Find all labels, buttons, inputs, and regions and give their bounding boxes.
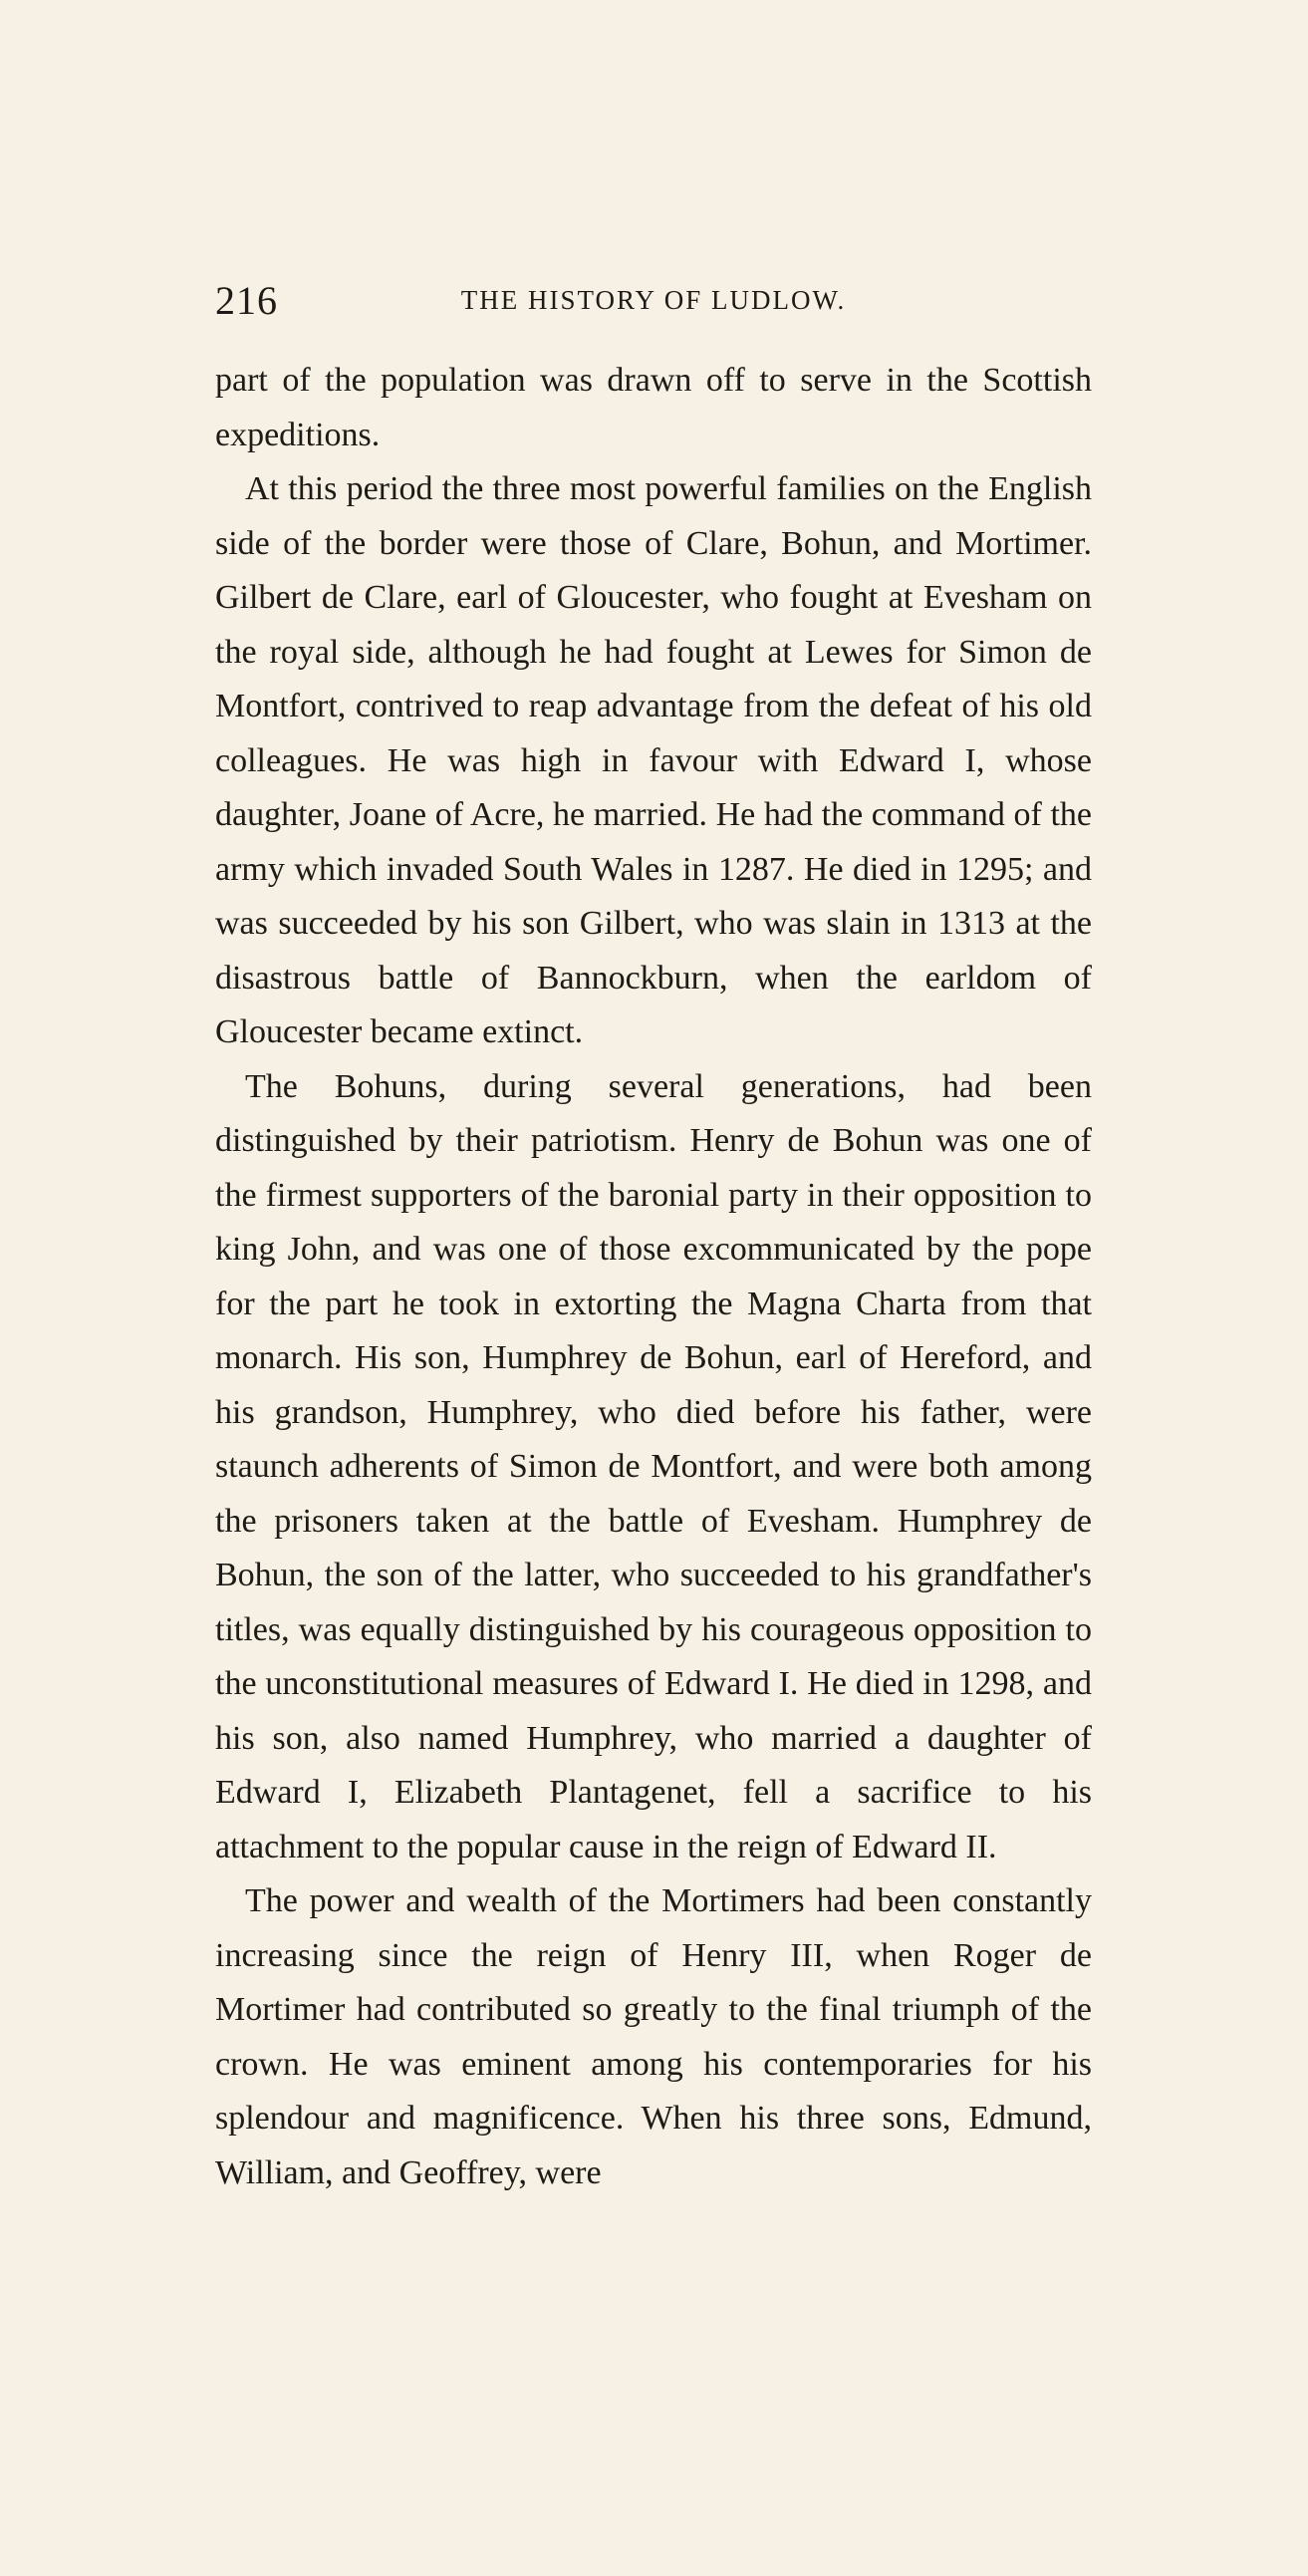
paragraph: part of the population was drawn off to serve in the Scottish expeditions. <box>215 362 1092 453</box>
running-head <box>215 277 1092 327</box>
running-title: THE HISTORY OF LUDLOW. <box>460 285 847 315</box>
page-number: 216 <box>215 278 278 323</box>
body-text <box>215 354 1092 2200</box>
paragraph: At this period the three most powerful families on the English side of the border were those of Clare, Bohun, and Mortimer. Gilbert de Clare, earl of Gloucester, who fought at Evesham on the royal side, although he had fought at Lewes for Simon de Montfort, contrived to reap advantage from the defeat of his old colleagues. He was high in favour with Edward I, whose daughter, Joane of Acre, he married. He had the command of the army which invaded South Wales in 1287. He died in 1295; and was succeeded by his son Gilbert, who was slain in 1313 at the disastrous battle of Bannockburn, when the earldom of Gloucester became extinct. <box>215 470 1092 1050</box>
paragraph: The Bohuns, during several generations, had been distinguished by their patriotism. Henry de Bohun was one of the firmest supporters of the baronial party in their opposition to king John, and was one of those excommunicated by the pope for the part he took in extorting the Magna Charta from that monarch. His son, Humphrey de Bohun, earl of Hereford, and his grandson, Humphrey, who died before his father, were staunch adherents of Simon de Montfort, and were both among the prisoners taken at the battle of Evesham. Humphrey de Bohun, the son of the latter, who succeeded to his grandfather's titles, was equally distinguished by his courageous opposition to the unconstitutional measures of Edward I. He died in 1298, and his son, also named Humphrey, who married a daughter of Edward I, Elizabeth Plantagenet, fell a sacrifice to his attachment to the popular cause in the reign of Edward II. <box>215 1067 1092 1865</box>
paragraph: The power and wealth of the Mortimers had been constantly increasing since the reign of Henry III, when Roger de Mortimer had contributed so greatly to the final triumph of the crown. He was eminent among his contemporaries for his splendour and magnificence. When his three sons, Edmund, William, and Geoffrey, were <box>215 1882 1092 2191</box>
